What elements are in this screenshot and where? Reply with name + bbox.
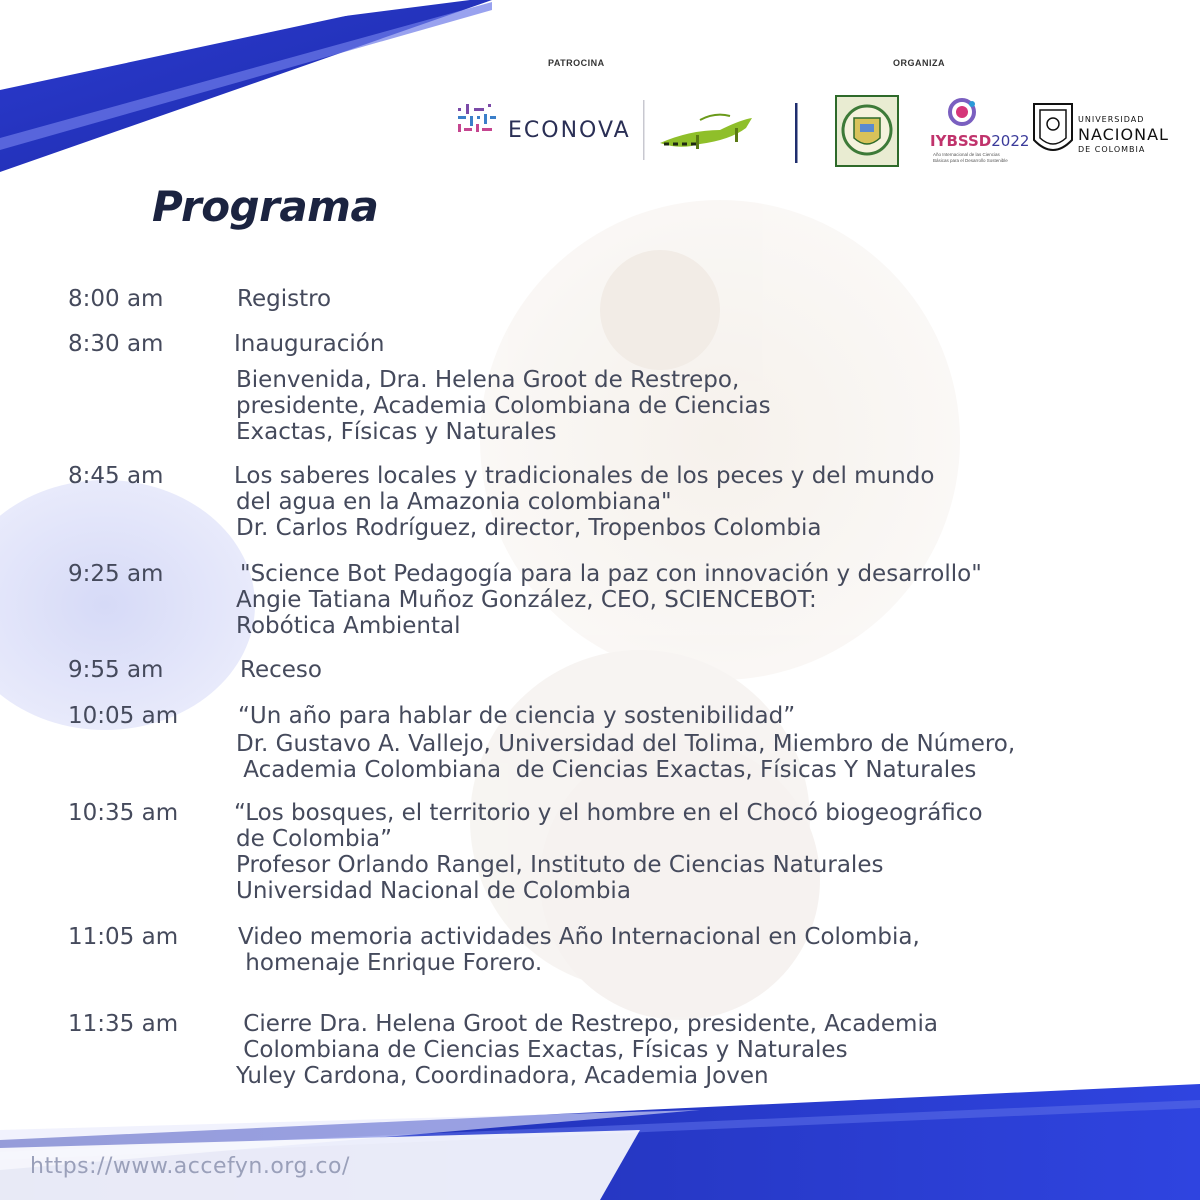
- unal-line-1: UNIVERSIDAD: [1078, 115, 1145, 124]
- agenda-line: “Un año para hablar de ciencia y sostenibilidad”: [238, 703, 796, 729]
- agenda-time: 9:55 am: [68, 657, 164, 683]
- bottom-band: [0, 1078, 1200, 1200]
- agenda-line: "Science Bot Pedagogía para la paz con innovación y desarrollo": [240, 561, 982, 587]
- agenda-time: 10:05 am: [68, 703, 179, 729]
- top-left-band: [0, 0, 492, 172]
- agenda-line: del agua en la Amazonia colombiana": [236, 489, 672, 515]
- iybssd-subtitle: Año Internacional de las Ciencias Básicas para el Desarrollo Sostenible: [933, 152, 1008, 163]
- iybssd-logo-text: [930, 132, 1029, 150]
- agenda-line: Robótica Ambiental: [236, 613, 461, 639]
- sponsor-label: PATROCINA: [548, 58, 605, 68]
- econova-logo-icon: [458, 104, 496, 132]
- agenda-line: Los saberes locales y tradicionales de los peces y del mundo: [234, 463, 935, 489]
- agenda-time: 9:25 am: [68, 561, 164, 587]
- agenda-line: Registro: [237, 286, 332, 312]
- agenda-line: Universidad Nacional de Colombia: [236, 878, 631, 904]
- agenda-line: Receso: [240, 657, 322, 683]
- unal-logo-text: [1078, 116, 1169, 154]
- agenda-line: Inauguración: [234, 331, 385, 357]
- agenda-line: Exactas, Físicas y Naturales: [236, 419, 557, 445]
- agenda-time: 10:35 am: [68, 800, 179, 826]
- agenda-time: 11:35 am: [68, 1011, 179, 1037]
- iguana-logo-icon: [660, 115, 752, 149]
- agenda-line: Dr. Gustavo A. Vallejo, Universidad del Tolima, Miembro de Número,: [236, 731, 1016, 757]
- unal-shield-icon: [1034, 104, 1072, 150]
- agenda-line: Academia Colombiana de Ciencias Exactas, Físicas Y Naturales: [236, 757, 977, 783]
- agenda-line: presidente, Academia Colombiana de Ciencias: [236, 393, 771, 419]
- unal-line-3: DE COLOMBIA: [1078, 145, 1146, 154]
- footer-url-link[interactable]: https://www.accefyn.org.co/: [30, 1154, 350, 1179]
- agenda-line: Angie Tatiana Muñoz González, CEO, SCIENCEBOT:: [236, 587, 817, 613]
- econova-logo-text: ECONOVA: [508, 118, 631, 143]
- iybssd-logo-icon: [950, 100, 975, 124]
- organizer-divider: [795, 103, 798, 163]
- agenda-time: 8:00 am: [68, 286, 164, 312]
- agenda-line: Video memoria actividades Año Internacional en Colombia,: [238, 924, 920, 950]
- agenda-line: Bienvenida, Dra. Helena Groot de Restrepo,: [236, 367, 740, 393]
- agenda-line: Colombiana de Ciencias Exactas, Físicas y Naturales: [236, 1037, 848, 1063]
- agenda-time: 11:05 am: [68, 924, 179, 950]
- agenda-line: Yuley Cardona, Coordinadora, Academia Joven: [236, 1063, 769, 1089]
- agenda-line: Profesor Orlando Rangel, Instituto de Ciencias Naturales: [236, 852, 884, 878]
- left-blob: [0, 480, 255, 730]
- agenda-time: 8:30 am: [68, 331, 164, 357]
- agenda-time: 8:45 am: [68, 463, 164, 489]
- iybssd-name: IYBSSD: [930, 132, 992, 150]
- agenda-line: Cierre Dra. Helena Groot de Restrepo, presidente, Academia: [236, 1011, 938, 1037]
- iybssd-year: 2022: [991, 132, 1030, 150]
- agenda-line: “Los bosques, el territorio y el hombre en el Chocó biogeográfico: [234, 800, 983, 826]
- academy-seal-icon: [836, 96, 898, 166]
- organizer-label: ORGANIZA: [893, 58, 945, 68]
- unal-line-2: NACIONAL: [1078, 125, 1169, 144]
- agenda-line: de Colombia”: [236, 826, 393, 852]
- page-title: Programa: [152, 182, 379, 231]
- sponsor-divider: [643, 100, 645, 160]
- agenda-line: Dr. Carlos Rodríguez, director, Tropenbos Colombia: [236, 515, 822, 541]
- agenda-line: homenaje Enrique Forero.: [238, 950, 543, 976]
